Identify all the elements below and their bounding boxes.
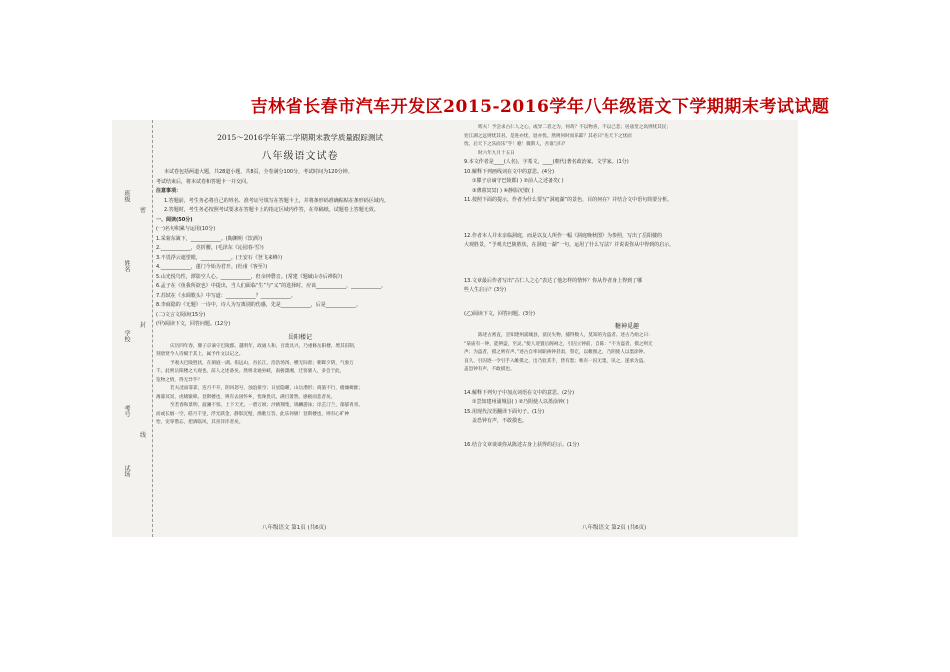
answer-space <box>464 375 790 389</box>
gutter-label-exam-room: 试场 <box>123 465 130 477</box>
gutter-label-exam-number: 考号 <box>123 405 130 417</box>
instruction-line: 考试结束后，将本试卷和答题卡一并交回。 <box>156 178 252 185</box>
question-line: 13.文章最后作者写出“古仁人之心”表达了他怎样的情怀？你从作者身上得到了哪 <box>464 277 643 284</box>
passage-line: 若夫淫雨霏霏，连月不开，阴风怒号，浊浪排空；日星隐曜，山岳潜形；商旅不行，樯倾楫摧； <box>170 386 363 391</box>
subsection-heading: (二)文言文阅读(15分) <box>156 311 206 318</box>
question-line: 11.按照下面的提示，作者为什么要写“洞庭湖”的景色，目的何在？并结合文中语句简要分析。 <box>464 197 673 203</box>
question-line: 3.不畏浮云遮望眼，____________。(王安石《登飞来峰》) <box>156 254 283 261</box>
question-line: 大观胜景，“予观夫巴陵胜状，在洞庭一湖”一句，运用了什么写法？并说说你从中得到的启示。 <box>464 242 675 248</box>
question-line: 12.作者本人并未亲临洞庭，而是以友人所作一幅《洞庭晚秋图》为参照，写出了岳阳楼的 <box>464 232 662 239</box>
passage-b-title: 糖神觅趣 <box>614 323 639 330</box>
answer-space <box>464 296 790 310</box>
question-line: 5.山光悦鸟性，潭影空人心。____________，但余钟磬音。(常建《题破山寺后禅院》) <box>156 273 343 280</box>
question-line: 15.用现代汉语翻译下面句子。(1分) <box>464 408 545 415</box>
exam-page-1 <box>112 120 452 537</box>
passage-line: 处江湖之远则忧其君。是进亦忧，退亦忧。然则何时而乐耶？其必曰“先天下之忧而 <box>464 133 632 139</box>
question-line: 些人生启示？(3分) <box>464 287 507 293</box>
passage-line: 刻唐贤今人诗赋于其上，属予作文以记之。 <box>156 352 244 357</box>
question-line: 10.解释下列画线词在文中的意思。(4分) <box>464 168 555 175</box>
passage-line: “某庙有一钟，能辨盗，至灵。”使人迎置后阁祠之，引囚立钟前，自陈：“不为盗者，摸之则无 <box>464 341 653 347</box>
notice-line: 2.答题时，考生务必按照考试要求在答题卡上的指定区域内作答，在草稿纸、试题卷上答题无效。 <box>164 207 379 213</box>
passage-date: 时六年九月十五日 <box>478 150 515 156</box>
page-footer: 八年级语文 第1页 (共6页) <box>262 525 327 531</box>
exam-title: 2015～2016学年第二学期期末教学质量跟踪测试 <box>217 133 383 142</box>
passage-line: 良久，引囚逐一令引手入帷摸之，出乃验其手，皆有墨；唯有一囚无墨，讯之，遂承为盗。 <box>464 358 648 364</box>
fold-mark-line: 线 <box>140 432 147 439</box>
question-line: ①尝知建州浦城县( ) ②乃阴使人以墨涂钟( ) <box>472 399 569 405</box>
passage-line: 薄暮冥冥，虎啸猿啼。登斯楼也，则有去国怀乡，忧谗畏讥，满目萧然，感极而悲者矣。 <box>156 394 336 400</box>
notice-line: 1.答题前，考生务必将自己的姓名、准考证号填写在答题卡上，并将条形码准确粘贴在条形码区域内。 <box>164 197 389 204</box>
answer-space <box>464 206 790 232</box>
passage-line: 嗟夫！予尝求古仁人之心，或异二者之为，何哉？不以物喜，不以己悲；居庙堂之高则忧其民； <box>478 125 671 130</box>
gutter-label-class: 班级 <box>123 190 130 202</box>
answer-space <box>464 251 790 277</box>
passage-line: 予观夫巴陵胜状，在洞庭一湖。衔远山，吞长江，浩浩汤汤，横无际涯；朝晖夕阴，气象万 <box>170 360 354 366</box>
passage-text <box>156 343 444 428</box>
subject-title: 八年级语文试卷 <box>261 151 339 162</box>
subsection-heading: (乙)阅读下文，回答问题。(3分) <box>464 310 535 317</box>
question-line: 1.采菊东篱下，____________。(陶渊明《饮酒》) <box>156 235 263 242</box>
question-line: 6.孟子在《鱼我所欲也》中提出，当人们面临“生”与“义”的选择时，应该____________，____________。 <box>156 283 387 289</box>
passage-line: 忧，后天下之乐而乐”乎！噫！微斯人，吾谁与归？ <box>464 142 568 147</box>
question-line: 16.结合文章谈谈你从陈述古身上获得的启示。(1分) <box>464 441 580 448</box>
section-heading: 一、阅读(50分) <box>156 216 193 223</box>
passage-line: 庆历四年春，滕子京谪守巴陵郡。越明年，政通人和，百废具兴，乃重修岳阳楼，增其旧制， <box>170 343 359 349</box>
passage-line: 至若春和景明，波澜不惊，上下天光，一碧万顷；沙鸥翔集，锦鳞游泳；岸芷汀兰，郁郁青青。 <box>170 403 363 408</box>
question-line: 7.苏轼在《水调歌头》中写道：____________？____________。 <box>156 292 296 299</box>
question-line: ③薄暮冥冥( ) ④静影沉璧( ) <box>472 187 534 194</box>
notice-heading: 注意事项： <box>156 188 182 194</box>
subsection-heading: (甲)阅读下文，回答问题。(12分) <box>156 321 231 327</box>
passage-line: 陈述古密直，尝知建州浦城县，富民失物，捕得数人，莫知的为盗者。述古乃绐之曰： <box>478 333 653 338</box>
question-line: 2.____________，竞折腰。(毛泽东《沁园春·雪》) <box>156 245 264 251</box>
gutter-label-school: 学校 <box>123 330 130 342</box>
passage-line: 怡，宠辱偕忘，把酒临风，其喜洋洋者矣。 <box>156 420 244 425</box>
passage-title: 岳阳楼记 <box>287 333 312 341</box>
fold-mark-close: 封 <box>140 322 147 329</box>
passage-line: 而或长烟一空，皓月千里，浮光跃金，静影沉璧，渔歌互答，此乐何极！登斯楼也，则有心旷神 <box>156 411 349 417</box>
gutter-label-name: 姓名 <box>123 260 130 272</box>
binding-gutter <box>112 120 153 537</box>
question-line: 4.____________，蓬门今始为君开。(杜甫《客至》) <box>156 264 268 270</box>
question-line: ①滕子京谪守巴陵郡( ) ②前人之述备矣( ) <box>472 178 564 184</box>
passage-b-text <box>464 332 790 375</box>
passage-line: 声；为盗者，摸之则有声。”述古自率同职祷钟甚肃，祭讫，以帷围之，乃阴使人以墨涂钟。 <box>464 350 648 355</box>
question-line: 14.解释下列句子中加点词语在文中的意思。(2分) <box>464 389 575 396</box>
page-footer: 八年级语文 第2页 (共6页) <box>582 525 647 531</box>
document-title: 吉林省长春市汽车开发区2015-2016学年八年级语文下学期期末考试试题 <box>250 97 830 117</box>
answer-space <box>464 427 790 441</box>
instruction-line: 本试卷包括两道大题，共28道小题，共8页，全卷满分100分，考试时间为120分钟。 <box>164 169 353 175</box>
exam-page-2 <box>452 120 798 537</box>
subsection-heading: (一)名句积累与运用(10分) <box>156 226 216 232</box>
fold-mark-seal: 密 <box>140 207 147 214</box>
page-2-content <box>464 124 790 450</box>
question-line: 9.本文作者是____(人名)，字希文，____(朝代)著名政治家、文学家。(1分) <box>464 159 629 165</box>
passage-line: 千。此则岳阳楼之大观也，前人之述备矣。然则北通巫峡，南极潇湘，迁客骚人，多会于此， <box>156 369 345 374</box>
passage-continued <box>464 124 790 158</box>
passage-line: 览物之情，得无异乎？ <box>156 377 202 383</box>
question-line: 盖恐钟有声，不敢摸也。 <box>472 418 528 424</box>
page-1-content <box>156 126 444 428</box>
passage-line: 盖恐钟有声，不敢摸也。 <box>464 367 515 372</box>
question-line: 8.李商隐的《无题》一诗中，诗人为写离别的伤感，先是____________，后是____________。 <box>156 302 361 308</box>
